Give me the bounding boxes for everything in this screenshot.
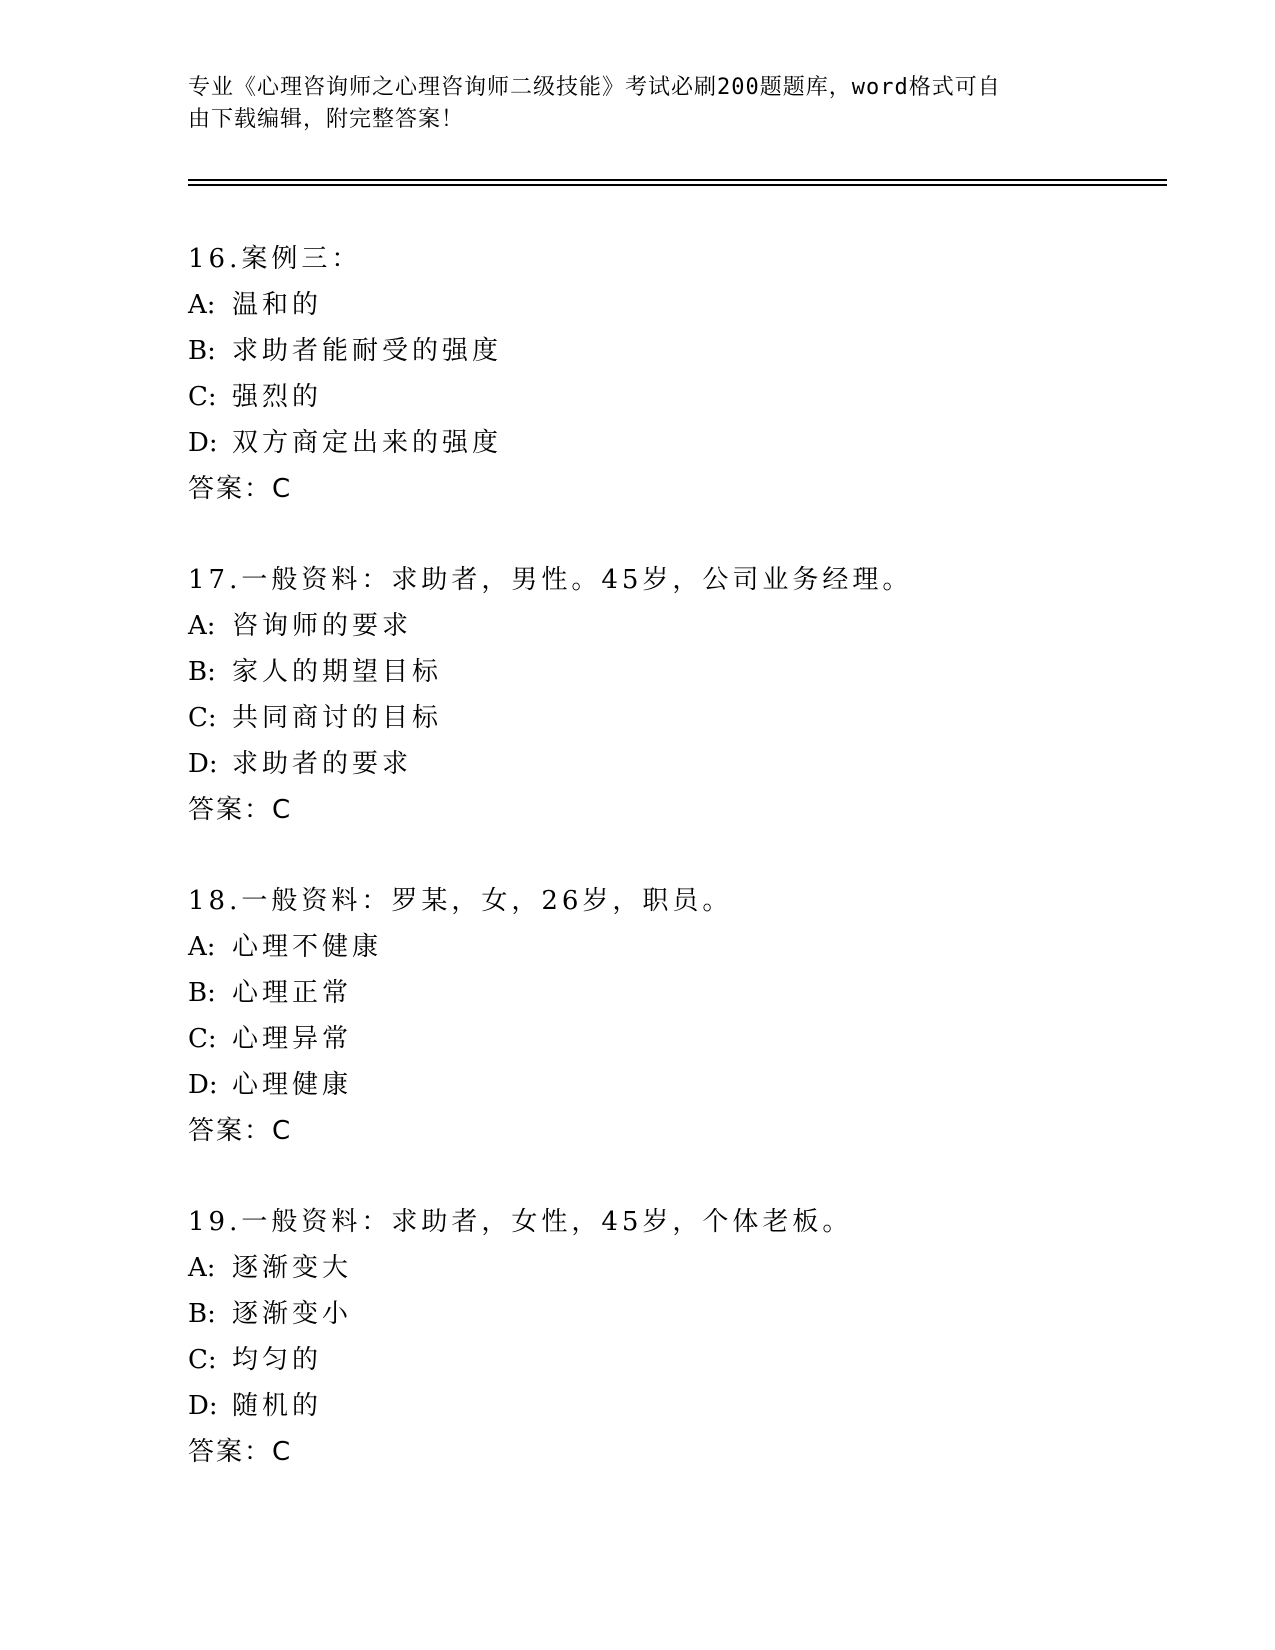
- option-c: [188, 374, 1168, 420]
- question-stem: 19.一般资料：求助者，女性，45岁，个体老板。: [188, 1207, 853, 1237]
- question-16: [188, 236, 1168, 512]
- option-letter: D:: [188, 428, 218, 458]
- header-divider-bottom: [188, 184, 1167, 186]
- answer-line: 答案：C: [188, 1116, 293, 1146]
- option-letter: B:: [188, 978, 216, 1008]
- option-a: [188, 603, 1168, 649]
- question-stem: 17.一般资料：求助者，男性。45岁，公司业务经理。: [188, 565, 913, 595]
- option-letter: A:: [188, 1253, 216, 1283]
- option-letter: C:: [188, 1024, 217, 1054]
- answer-line: 答案：C: [188, 795, 293, 825]
- option-text: 双方商定出来的强度: [232, 428, 503, 458]
- option-letter: C:: [188, 382, 217, 412]
- option-c: [188, 1016, 1168, 1062]
- option-letter: B:: [188, 657, 216, 687]
- option-text: 求助者的要求: [232, 749, 413, 779]
- option-d: [188, 741, 1168, 787]
- option-letter: A:: [188, 290, 216, 320]
- option-letter: C:: [188, 703, 217, 733]
- option-c: [188, 1337, 1168, 1383]
- option-text: 咨询师的要求: [232, 611, 413, 641]
- option-letter: C:: [188, 1345, 217, 1375]
- option-letter: D:: [188, 749, 218, 779]
- option-text: 求助者能耐受的强度: [232, 336, 503, 366]
- option-a: [188, 924, 1168, 970]
- option-b: [188, 649, 1168, 695]
- option-text: 心理正常: [232, 978, 353, 1008]
- option-text: 逐渐变小: [232, 1299, 353, 1329]
- option-letter: A:: [188, 932, 216, 962]
- option-b: [188, 970, 1168, 1016]
- question-19: [188, 1199, 1168, 1475]
- option-text: 心理健康: [232, 1070, 353, 1100]
- option-text: 逐渐变大: [232, 1253, 353, 1283]
- header-line-2: 由下载编辑，附完整答案！: [188, 107, 465, 132]
- option-letter: D:: [188, 1070, 218, 1100]
- header-divider-top: [188, 179, 1167, 181]
- answer-line: 答案：C: [188, 1437, 293, 1467]
- option-text: 共同商讨的目标: [232, 703, 443, 733]
- option-text: 强烈的: [232, 382, 323, 412]
- header-line-1: 专业《心理咨询师之心理咨询师二级技能》考试必刷200题题库，word格式可自: [188, 75, 1001, 100]
- answer-line: 答案：C: [188, 474, 293, 504]
- option-letter: B:: [188, 1299, 216, 1329]
- option-a: [188, 1245, 1168, 1291]
- option-letter: B:: [188, 336, 216, 366]
- option-text: 随机的: [232, 1391, 323, 1421]
- option-b: [188, 1291, 1168, 1337]
- question-17: [188, 557, 1168, 833]
- question-list: [188, 236, 1168, 1520]
- option-text: 心理异常: [232, 1024, 353, 1054]
- option-d: [188, 1383, 1168, 1429]
- option-a: [188, 282, 1168, 328]
- option-text: 均匀的: [232, 1345, 323, 1375]
- option-text: 心理不健康: [232, 932, 383, 962]
- question-stem: 16.案例三：: [188, 244, 362, 274]
- question-stem: 18.一般资料：罗某，女，26岁，职员。: [188, 886, 733, 916]
- option-d: [188, 420, 1168, 466]
- option-c: [188, 695, 1168, 741]
- option-letter: D:: [188, 1391, 218, 1421]
- option-text: 家人的期望目标: [232, 657, 443, 687]
- question-18: [188, 878, 1168, 1154]
- document-header: [188, 72, 1068, 136]
- option-text: 温和的: [232, 290, 323, 320]
- option-letter: A:: [188, 611, 216, 641]
- option-b: [188, 328, 1168, 374]
- option-d: [188, 1062, 1168, 1108]
